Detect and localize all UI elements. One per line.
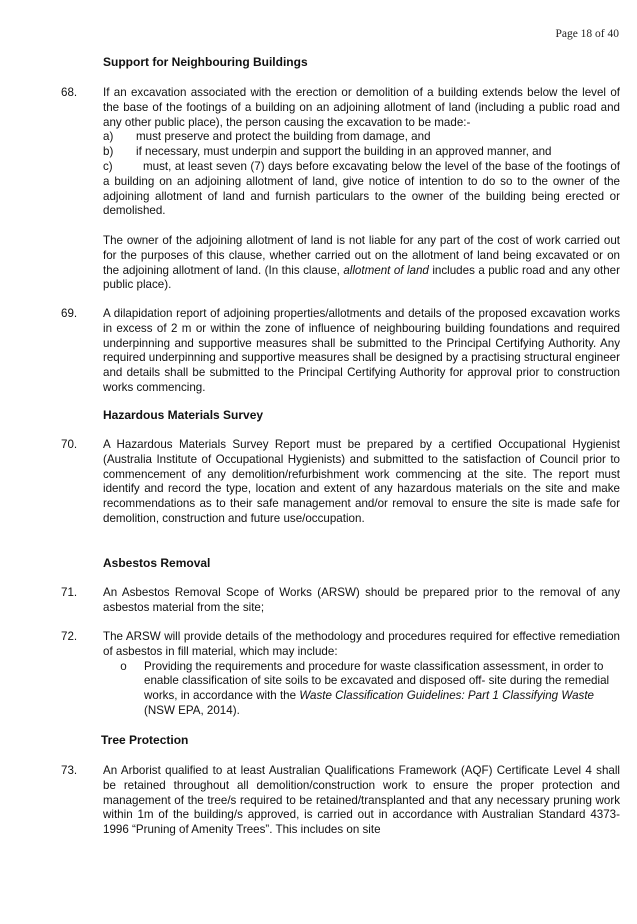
para2-text-end: includes a public road and any other public place). (103, 263, 620, 292)
clause-72-bullet (103, 660, 620, 719)
clause-68-intro: If an excavation associated with the erection or demolition of a building extends below the level of the base of the footings of a building on an adjoining allotment of land (including a public road and any other public place), the person causing the excavation to be made:- (103, 86, 620, 129)
bullet-marker: o (120, 659, 127, 673)
heading-hazardous-materials: Hazardous Materials Survey (103, 408, 264, 422)
clause-71-text: An Asbestos Removal Scope of Works (ARSW) should be prepared prior to the removal of any asbestos material from the site; (103, 586, 620, 614)
clause-70-text: A Hazardous Materials Survey Report must be prepared by a certified Occupational Hygienist (Australia Institute of Occupational Hygienists) and submitted to the satisfaction of Council prior to commencement of any demolition/refurbishment work commencing at the site. The report must identify and record the type, location and extent of any hazardous materials on the site and make recommendations as to their safe management and/or removal to ensure the site is made safe for demolition, construction and future use/occupation. (103, 438, 620, 525)
clause-69-number: 69. (61, 307, 78, 320)
item-c-text: must, at least seven (7) days before excavating below the level of the base of the footings of a building on an adjoining allotment of land, give notice of intention to do so to the owner of the adjoining allotment of land and furnish particulars to the owner of the building being erected or demolished. (103, 159, 620, 218)
item-b-label: b) (103, 145, 114, 159)
clause-68-item-a (103, 130, 620, 145)
clause-68-number: 68. (61, 86, 78, 99)
heading-tree-protection: Tree Protection (101, 733, 189, 747)
clause-72 (103, 630, 620, 719)
clause-69-text: A dilapidation report of adjoining properties/allotments and details of the proposed excavation works in excess of 2 m or within the zone of influence of neighbouring building foundations and required underpinning and supportive measures shall be submitted to the Principal Certifying Authority. Any required underpinning and supportive measures shall be designed by a practising structural engineer and details shall be submitted to the Principal Certifying Authority for approval prior to construction works commencing. (103, 307, 620, 394)
clause-70-number: 70. (61, 438, 78, 451)
clause-71-number: 71. (61, 586, 78, 599)
clause-68-item-c (103, 160, 620, 219)
clause-73-text: An Arborist qualified to at least Australian Qualifications Framework (AQF) Certificate Level 4 shall be retained throughout all demolition/construction work to ensure the proper protection and management of the tree/s required to be retained/transplanted and that any necessary pruning work within 1m of the building/s approved, is carried out in accordance with Australian Standard 4373-1996 “Pruning of Amenity Trees”. This includes on site (103, 764, 620, 837)
clause-71 (103, 586, 620, 616)
bullet-text-end: (NSW EPA, 2014). (144, 703, 240, 717)
para2-text-start: The owner of the adjoining allotment of land is not liable for any part of the cost of work carried out for the purposes of this clause, whether carried out on the allotment of land being excavated or on the adjoining allotment of land. (In this clause, (103, 234, 620, 277)
clause-68 (103, 86, 620, 219)
clause-69 (103, 307, 620, 396)
item-a-text: must preserve and protect the building from damage, and (136, 130, 431, 144)
para2-defined-term: allotment of land (343, 263, 429, 277)
heading-neighbouring-buildings: Support for Neighbouring Buildings (103, 55, 308, 69)
clause-72-text: The ARSW will provide details of the methodology and procedures required for effective remediation of asbestos in fill material, which may include: (103, 630, 620, 658)
bullet-guideline-title: Waste Classification Guidelines: Part 1 Classifying Waste (299, 689, 595, 703)
item-a-label: a) (103, 130, 114, 144)
item-c-label: c) (103, 159, 113, 173)
item-b-text: if necessary, must underpin and support the building in an approved manner, and (136, 145, 552, 159)
clause-68-item-b (103, 145, 620, 160)
clause-73 (103, 764, 620, 838)
heading-asbestos-removal: Asbestos Removal (103, 556, 211, 570)
page-number: Page 18 of 40 (555, 28, 619, 40)
clause-70 (103, 438, 620, 527)
bullet-text-start: Providing the requirements and procedure for waste classification assessment, in order to enable classification of site soils to be excavated and disposed off- site during the remedial works, in accordance with the (144, 659, 610, 703)
clause-73-number: 73. (61, 764, 78, 777)
clause-72-number: 72. (61, 630, 78, 643)
clause-68-paragraph-2 (103, 234, 620, 293)
